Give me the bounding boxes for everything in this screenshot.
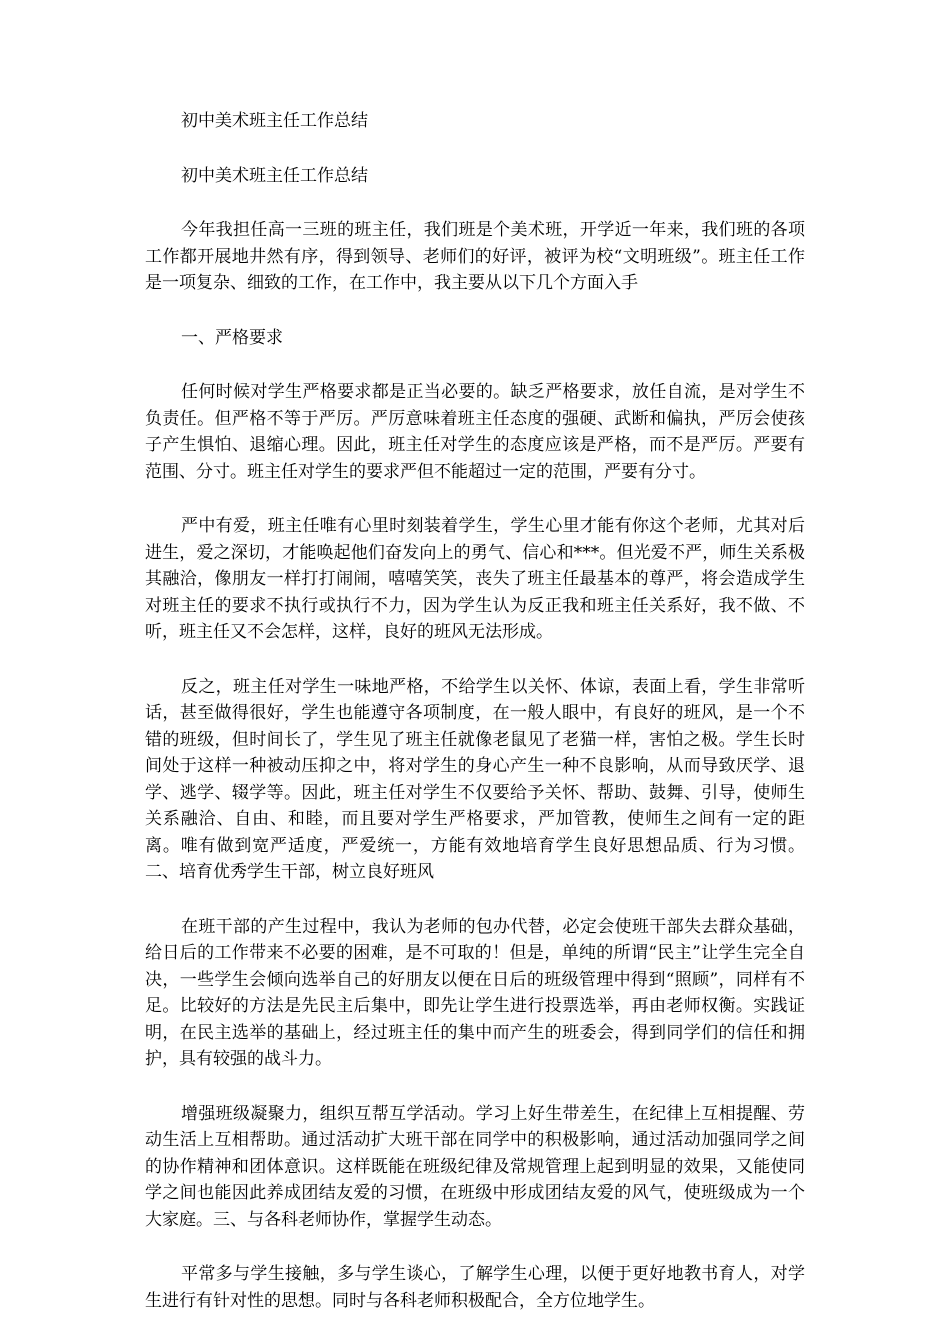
section-heading-strict-requirements: 一、严格要求	[181, 327, 283, 348]
paragraph-class-cadre-selection: 在班干部的产生过程中，我认为老师的包办代替，必定会使班干部失去群众基础，给日后的工作带来不必要的困难，是不可取的！但是，单纯的所谓“民主”让学生完全自决，一些学生会倾向选举自己的好朋友以便在日后的班级管理中得到“照顾”，同样有不足。比较好的方法是先民主后集中，即先让学生进行投票选举，再由老师权衡。实践证明，在民主选举的基础上，经过班主任的集中而产生的班委会，得到同学们的信任和拥护，具有较强的战斗力。	[145, 916, 805, 1069]
paragraph-intro: 今年我担任高一三班的班主任，我们班是个美术班，开学近一年来，我们班的各项工作都开展地井然有序，得到领导、老师们的好评，被评为校“文明班级”。班主任工作是一项复杂、细致的工作，在工作中，我主要从以下几个方面入手	[145, 220, 805, 293]
paragraph-conversely: 反之，班主任对学生一味地严格，不给学生以关怀、体谅，表面上看，学生非常听话，甚至做得很好，学生也能遵守各项制度，在一般人眼中，有良好的班风，是一个不错的班级，但时间长了，学生见了班主任就像老鼠见了老猫一样，害怕之极。学生长时间处于这样一种被动压抑之中，将对学生的身心产生一种不良影响，从而导致厌学、退学、逃学、辍学等。因此，班主任对学生不仅要给予关怀、帮助、鼓舞、引导，使师生关系融洽、自由、和睦，而且要对学生严格要求，严加管教，使师生之间有一定的距离。唯有做到宽严适度，严爱统一，方能有效地培育学生良好思想品质、行为习惯。二、培育优秀学生干部，树立良好班风	[145, 676, 805, 882]
document-subtitle: 初中美术班主任工作总结	[181, 165, 368, 186]
paragraph-love-within-strictness: 严中有爱，班主任唯有心里时刻装着学生，学生心里才能有你这个老师，尤其对后进生，爱之深切，才能唤起他们奋发向上的勇气、信心和***。但光爱不严，师生关系极其融洽，像朋友一样打打闹闹，嘻嘻笑笑，丧失了班主任最基本的尊严，将会造成学生对班主任的要求不执行或执行不力，因为学生认为反正我和班主任关系好，我不做、不听，班主任又不会怎样，这样，良好的班风无法形成。	[145, 516, 805, 642]
document-page	[145, 108, 805, 1342]
paragraph-strict-requirements: 任何时候对学生严格要求都是正当必要的。缺乏严格要求，放任自流，是对学生不负责任。但严格不等于严厉。严厉意味着班主任态度的强硬、武断和偏执，严厉会使孩子产生惧怕、退缩心理。因此，班主任对学生的态度应该是严格，而不是严厉。严要有范围、分寸。班主任对学生的要求严但不能超过一定的范围，严要有分寸。	[145, 382, 805, 482]
paragraph-class-cohesion: 增强班级凝聚力，组织互帮互学活动。学习上好生带差生，在纪律上互相提醒、劳动生活上互相帮助。通过活动扩大班干部在同学中的积极影响，通过活动加强同学之间的协作精神和团体意识。这样既能在班级纪律及常规管理上起到明显的效果，又能使同学之间也能因此养成团结友爱的习惯，在班级中形成团结友爱的风气，使班级成为一个大家庭。三、与各科老师协作，掌握学生动态。	[145, 1103, 805, 1230]
document-title: 初中美术班主任工作总结	[181, 111, 368, 131]
paragraph-student-contact: 平常多与学生接触，多与学生谈心，了解学生心理，以便于更好地教书育人，对学生进行有针对性的思想。同时与各科老师积极配合，全方位地学生。	[145, 1264, 805, 1311]
